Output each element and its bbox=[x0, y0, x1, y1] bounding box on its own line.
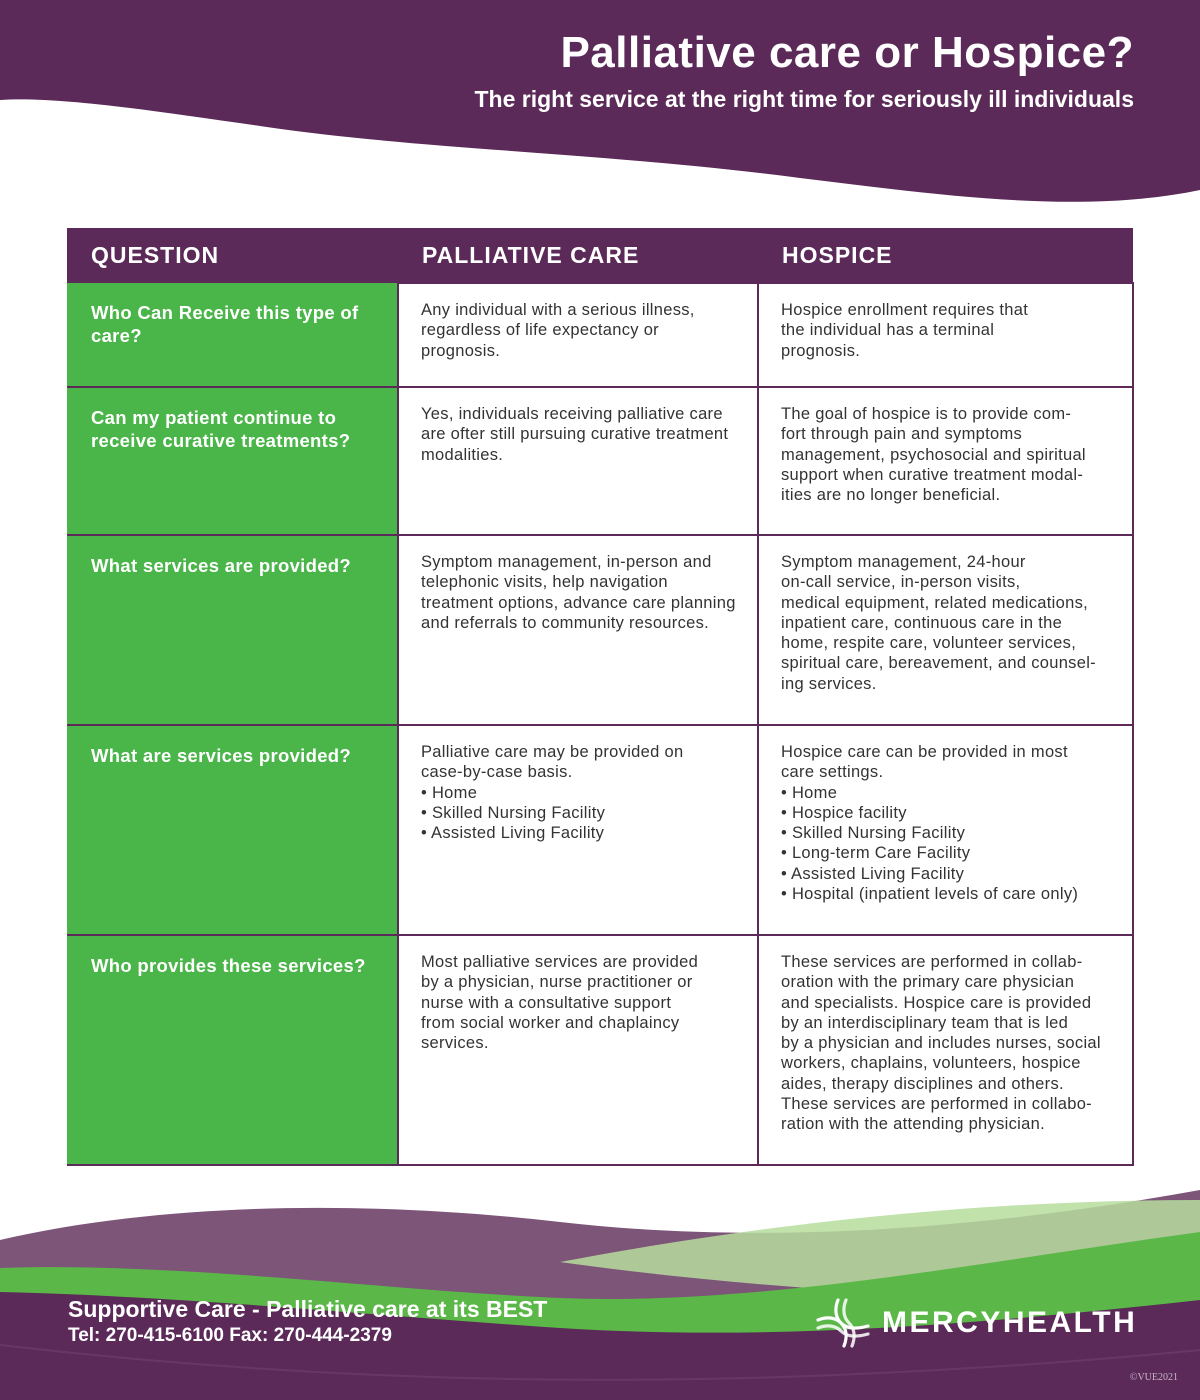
column-header-palliative-care: PALLIATIVE CARE bbox=[398, 228, 758, 283]
page-title: Palliative care or Hospice? bbox=[560, 28, 1134, 77]
palliative-cell: Most palliative services are provided by a physician, nurse practitioner or nurse with a consultative support from social worker and chaplaincy services. bbox=[398, 935, 758, 1165]
hospice-cell: Hospice enrollment requires that the individual has a terminal prognosis. bbox=[758, 283, 1133, 387]
hospice-cell: The goal of hospice is to provide com- fort through pain and symptoms management, psychosocial and spiritual support when curative treatment modal- ities are no longer beneficial. bbox=[758, 387, 1133, 535]
question-cell: What are services provided? bbox=[67, 725, 398, 935]
table-row bbox=[67, 725, 1133, 935]
page-subtitle: The right service at the right time for seriously ill individuals bbox=[474, 86, 1134, 112]
mercy-cross-icon bbox=[814, 1296, 872, 1350]
column-header-hospice: HOSPICE bbox=[758, 228, 1133, 283]
table-header-row bbox=[67, 228, 1133, 283]
logo-wordmark: MERCYHEALTH bbox=[882, 1306, 1138, 1339]
palliative-cell: Palliative care may be provided on case-by-case basis. • Home • Skilled Nursing Facility • Assisted Living Facility bbox=[398, 725, 758, 935]
footer-tagline: Supportive Care - Palliative care at its BEST bbox=[68, 1296, 548, 1322]
table-row bbox=[67, 283, 1133, 387]
table-row bbox=[67, 535, 1133, 725]
mercyhealth-logo bbox=[814, 1296, 1137, 1350]
question-cell: Can my patient continue to receive curative treatments? bbox=[67, 387, 398, 535]
palliative-cell: Any individual with a serious illness, regardless of life expectancy or prognosis. bbox=[398, 283, 758, 387]
question-cell: Who provides these services? bbox=[67, 935, 398, 1165]
hospice-cell: Symptom management, 24-hour on-call service, in-person visits, medical equipment, related medications, inpatient care, continuous care in the home, respite care, volunteer services, spiritual care, bereavement, and counsel- ing services. bbox=[758, 535, 1133, 725]
question-cell: What services are provided? bbox=[67, 535, 398, 725]
table-row bbox=[67, 387, 1133, 535]
hospice-cell: These services are performed in collab- oration with the primary care physician and specialists. Hospice care is provided by an interdisciplinary team that is led by a physician and includes nurses, social workers, chaplains, volunteers, hospice aides, therapy disciplines and others. These services are performed in collabo- ration with the attending physician. bbox=[758, 935, 1133, 1165]
column-header-question: QUESTION bbox=[67, 228, 398, 283]
palliative-cell: Symptom management, in-person and telephonic visits, help navigation treatment options, advance care planning and referrals to community resources. bbox=[398, 535, 758, 725]
palliative-cell: Yes, individuals receiving palliative care are ofter still pursuing curative treatment modalities. bbox=[398, 387, 758, 535]
comparison-table bbox=[67, 228, 1134, 1166]
question-cell: Who Can Receive this type of care? bbox=[67, 283, 398, 387]
copyright-notice: ©VUE2021 bbox=[1129, 1372, 1178, 1383]
footer-contact: Tel: 270-415-6100 Fax: 270-444-2379 bbox=[68, 1325, 392, 1346]
table-row bbox=[67, 935, 1133, 1165]
hospice-cell: Hospice care can be provided in most care settings. • Home • Hospice facility • Skilled Nursing Facility • Long-term Care Facility • Assisted Living Facility • Hospital (inpatient levels of care only) bbox=[758, 725, 1133, 935]
